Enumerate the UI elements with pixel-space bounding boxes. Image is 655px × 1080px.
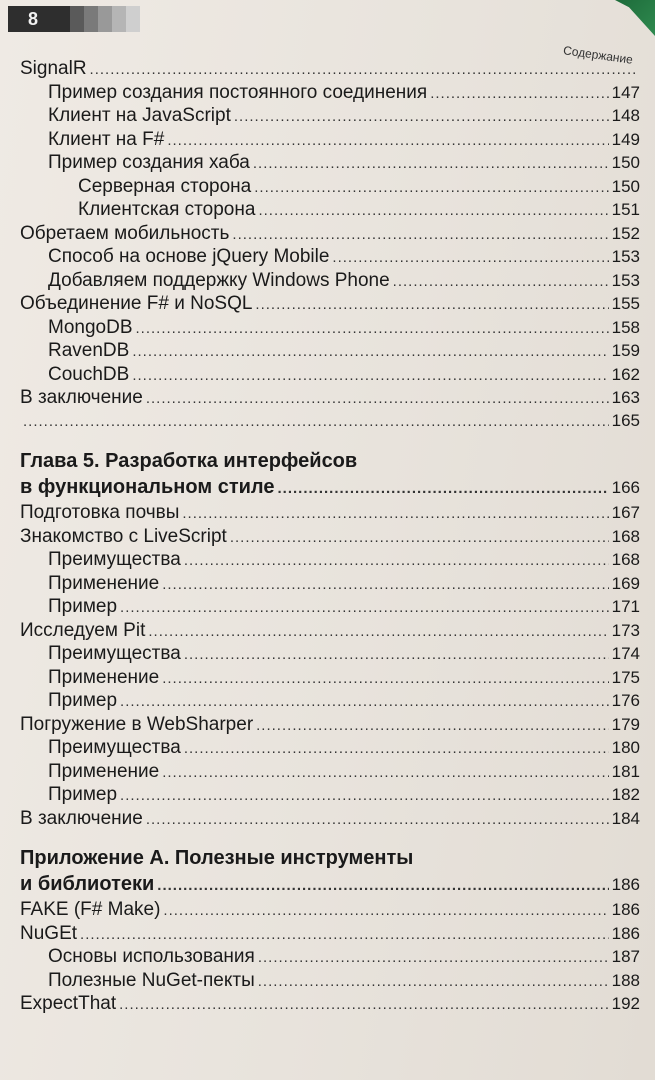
toc-leader-dots bbox=[80, 926, 609, 943]
toc-page-number: 155 bbox=[611, 294, 640, 313]
toc-entry bbox=[20, 784, 640, 808]
toc-entry-title: MongoDB bbox=[48, 316, 133, 338]
toc-page-number: 147 bbox=[611, 82, 640, 102]
toc-entry-title: Применение bbox=[48, 666, 160, 688]
toc-page-number: 176 bbox=[611, 691, 640, 710]
toc-chapter-heading bbox=[20, 476, 640, 502]
toc-page-number: 173 bbox=[611, 620, 640, 640]
toc-entry-title: Клиент на F# bbox=[48, 128, 165, 150]
toc-entry-title: Пример создания постоянного соединения bbox=[48, 81, 428, 103]
toc-page-number: 166 bbox=[611, 478, 640, 497]
toc-leader-dots bbox=[119, 996, 609, 1013]
toc-entry bbox=[20, 293, 640, 317]
toc-page-number: 187 bbox=[611, 947, 640, 966]
toc-entry bbox=[20, 58, 640, 82]
toc-entry bbox=[20, 923, 640, 947]
toc-leader-dots bbox=[132, 343, 608, 360]
toc-entry-title: Полезные NuGet-пекты bbox=[48, 969, 255, 991]
toc-leader-dots bbox=[120, 787, 609, 804]
toc-entry bbox=[20, 152, 640, 176]
page-header-bar bbox=[8, 6, 140, 32]
toc-entry bbox=[20, 970, 640, 994]
toc-entry-title: Способ на основе jQuery Mobile bbox=[48, 246, 330, 267]
toc-entry-title: Основы использования bbox=[48, 946, 255, 967]
toc-leader-dots bbox=[234, 108, 609, 125]
toc-leader-dots bbox=[148, 623, 608, 640]
page-number: 8 bbox=[8, 6, 70, 32]
toc-leader-dots bbox=[90, 61, 637, 78]
toc-leader-dots bbox=[146, 811, 609, 828]
toc-entry-title: Объединение F# и NoSQL bbox=[20, 293, 253, 314]
toc-page-number: 150 bbox=[611, 176, 640, 196]
toc-entry-title: ExpectThat bbox=[20, 993, 117, 1014]
toc-entry-title: в функциональном стиле bbox=[20, 476, 275, 498]
toc-leader-dots bbox=[253, 155, 609, 172]
toc-entry-title: Исследуем Pit bbox=[20, 619, 146, 641]
toc-entry bbox=[20, 105, 640, 129]
toc-entry-title: Применение bbox=[48, 572, 160, 594]
toc-chapter-heading bbox=[20, 847, 640, 873]
toc-entry bbox=[20, 573, 640, 597]
toc-entry-title: Обретаем мобильность bbox=[20, 222, 230, 244]
toc-page-number: 165 bbox=[611, 410, 640, 430]
toc-entry-title: Клиент на JavaScript bbox=[48, 105, 231, 126]
toc-chapter-heading bbox=[20, 450, 640, 476]
toc-entry bbox=[20, 129, 640, 153]
toc-leader-dots bbox=[256, 717, 608, 734]
toc-entry-title: Преимущества bbox=[48, 737, 181, 758]
toc-leader-dots bbox=[332, 249, 608, 266]
toc-entry-title: Знакомство с LiveScript bbox=[20, 525, 227, 547]
toc-entry-title: Преимущества bbox=[48, 549, 181, 570]
toc-page-number: 152 bbox=[611, 223, 640, 243]
toc-entry bbox=[20, 737, 640, 761]
toc-page-number: 168 bbox=[611, 550, 640, 569]
toc-page-number: 175 bbox=[611, 667, 640, 687]
toc-page-number: 148 bbox=[611, 106, 640, 125]
toc-page-number: 153 bbox=[611, 247, 640, 266]
toc-entry bbox=[20, 690, 640, 714]
running-title: Содержание bbox=[562, 43, 634, 67]
toc-page-number: 181 bbox=[611, 761, 640, 781]
toc-page-number: 168 bbox=[611, 526, 640, 546]
toc-leader-dots bbox=[136, 320, 609, 337]
toc-page-number: 151 bbox=[611, 200, 640, 219]
toc-entry-title: Преимущества bbox=[48, 643, 181, 664]
toc-leader-dots bbox=[157, 877, 608, 894]
toc-entry bbox=[20, 82, 640, 106]
toc-entry-title: CouchDB bbox=[48, 363, 130, 385]
toc-leader-dots bbox=[430, 85, 608, 102]
toc-entry bbox=[20, 502, 640, 526]
toc-page-number: 186 bbox=[611, 900, 640, 919]
toc-page-number: 162 bbox=[611, 364, 640, 384]
toc-entry-title: Пример bbox=[48, 784, 118, 805]
toc-entry bbox=[20, 411, 640, 435]
toc-page-number: 167 bbox=[611, 503, 640, 522]
toc-page-number: 188 bbox=[611, 970, 640, 990]
toc-page-number: 180 bbox=[611, 738, 640, 757]
toc-entry-title: и библиотеки bbox=[20, 873, 155, 895]
toc-leader-dots bbox=[258, 973, 609, 990]
toc-entry bbox=[20, 340, 640, 364]
toc-page-number: 159 bbox=[611, 341, 640, 360]
toc-leader-dots bbox=[258, 202, 608, 219]
toc-leader-dots bbox=[162, 764, 608, 781]
toc-leader-dots bbox=[146, 390, 609, 407]
toc-entry bbox=[20, 199, 640, 223]
toc-entry bbox=[20, 899, 640, 923]
toc-leader-dots bbox=[184, 740, 609, 757]
toc-entry bbox=[20, 643, 640, 667]
toc-page-number: 179 bbox=[611, 714, 640, 734]
toc-leader-dots bbox=[232, 226, 608, 243]
toc-entry bbox=[20, 596, 640, 620]
toc-leader-dots bbox=[132, 367, 608, 384]
table-of-contents bbox=[20, 58, 640, 1017]
toc-page-number: 158 bbox=[611, 317, 640, 337]
toc-entry-title: Пример создания хаба bbox=[48, 152, 250, 173]
toc-entry bbox=[20, 549, 640, 573]
toc-entry-title: Глава 5. Разработка интерфейсов bbox=[20, 450, 358, 472]
toc-entry-title: В заключение bbox=[20, 387, 143, 408]
toc-leader-dots bbox=[393, 273, 609, 290]
toc-leader-dots bbox=[184, 646, 609, 663]
toc-entry bbox=[20, 223, 640, 247]
toc-page-number: 163 bbox=[611, 388, 640, 407]
toc-page-number: 182 bbox=[611, 785, 640, 804]
toc-leader-dots bbox=[254, 179, 608, 196]
toc-entry bbox=[20, 387, 640, 411]
toc-leader-dots bbox=[277, 480, 608, 497]
toc-entry bbox=[20, 317, 640, 341]
toc-entry-title: SignalR bbox=[20, 58, 87, 79]
toc-leader-dots bbox=[255, 296, 608, 313]
toc-entry bbox=[20, 246, 640, 270]
toc-page-number: 149 bbox=[611, 129, 640, 149]
toc-page-number: 192 bbox=[611, 994, 640, 1013]
toc-entry bbox=[20, 946, 640, 970]
toc-entry-title: Приложение А. Полезные инструменты bbox=[20, 847, 414, 869]
toc-page-number: 169 bbox=[611, 573, 640, 593]
toc-page-number: 174 bbox=[611, 644, 640, 663]
toc-leader-dots bbox=[162, 576, 608, 593]
toc-leader-dots bbox=[23, 413, 609, 430]
toc-entry-title: NuGEt bbox=[20, 922, 78, 944]
toc-entry-title: Серверная сторона bbox=[78, 175, 252, 197]
toc-page-number: 184 bbox=[611, 808, 640, 828]
toc-entry bbox=[20, 176, 640, 200]
toc-leader-dots bbox=[182, 505, 608, 522]
toc-leader-dots bbox=[167, 132, 608, 149]
toc-leader-dots bbox=[258, 949, 609, 966]
toc-leader-dots bbox=[230, 529, 609, 546]
toc-entry-title: В заключение bbox=[20, 807, 143, 829]
toc-entry-title: Пример bbox=[48, 690, 118, 711]
toc-entry bbox=[20, 667, 640, 691]
toc-leader-dots bbox=[120, 599, 609, 616]
toc-entry-title: Подготовка почвы bbox=[20, 502, 180, 523]
toc-leader-dots bbox=[163, 902, 608, 919]
toc-entry-title: Клиентская сторона bbox=[78, 199, 256, 220]
toc-page-number: 186 bbox=[611, 923, 640, 943]
toc-entry bbox=[20, 808, 640, 832]
toc-leader-dots bbox=[162, 670, 608, 687]
toc-page-number: 186 bbox=[611, 875, 640, 894]
toc-entry bbox=[20, 993, 640, 1017]
toc-leader-dots bbox=[120, 693, 609, 710]
toc-entry bbox=[20, 761, 640, 785]
background-object bbox=[615, 0, 655, 36]
toc-entry bbox=[20, 364, 640, 388]
toc-leader-dots bbox=[184, 552, 609, 569]
toc-entry bbox=[20, 714, 640, 738]
toc-entry-title: FAKE (F# Make) bbox=[20, 899, 161, 920]
toc-entry-title: Погружение в WebSharper bbox=[20, 713, 254, 735]
toc-page-number: 153 bbox=[611, 270, 640, 290]
toc-entry bbox=[20, 270, 640, 294]
toc-chapter-heading bbox=[20, 873, 640, 899]
toc-entry-title: Пример bbox=[48, 596, 118, 617]
toc-entry bbox=[20, 620, 640, 644]
toc-page-number: 150 bbox=[611, 153, 640, 172]
toc-page-number: 171 bbox=[611, 597, 640, 616]
toc-entry bbox=[20, 526, 640, 550]
toc-entry-title: Применение bbox=[48, 760, 160, 782]
toc-entry-title: RavenDB bbox=[48, 340, 130, 361]
toc-entry-title: Добавляем поддержку Windows Phone bbox=[48, 269, 390, 291]
